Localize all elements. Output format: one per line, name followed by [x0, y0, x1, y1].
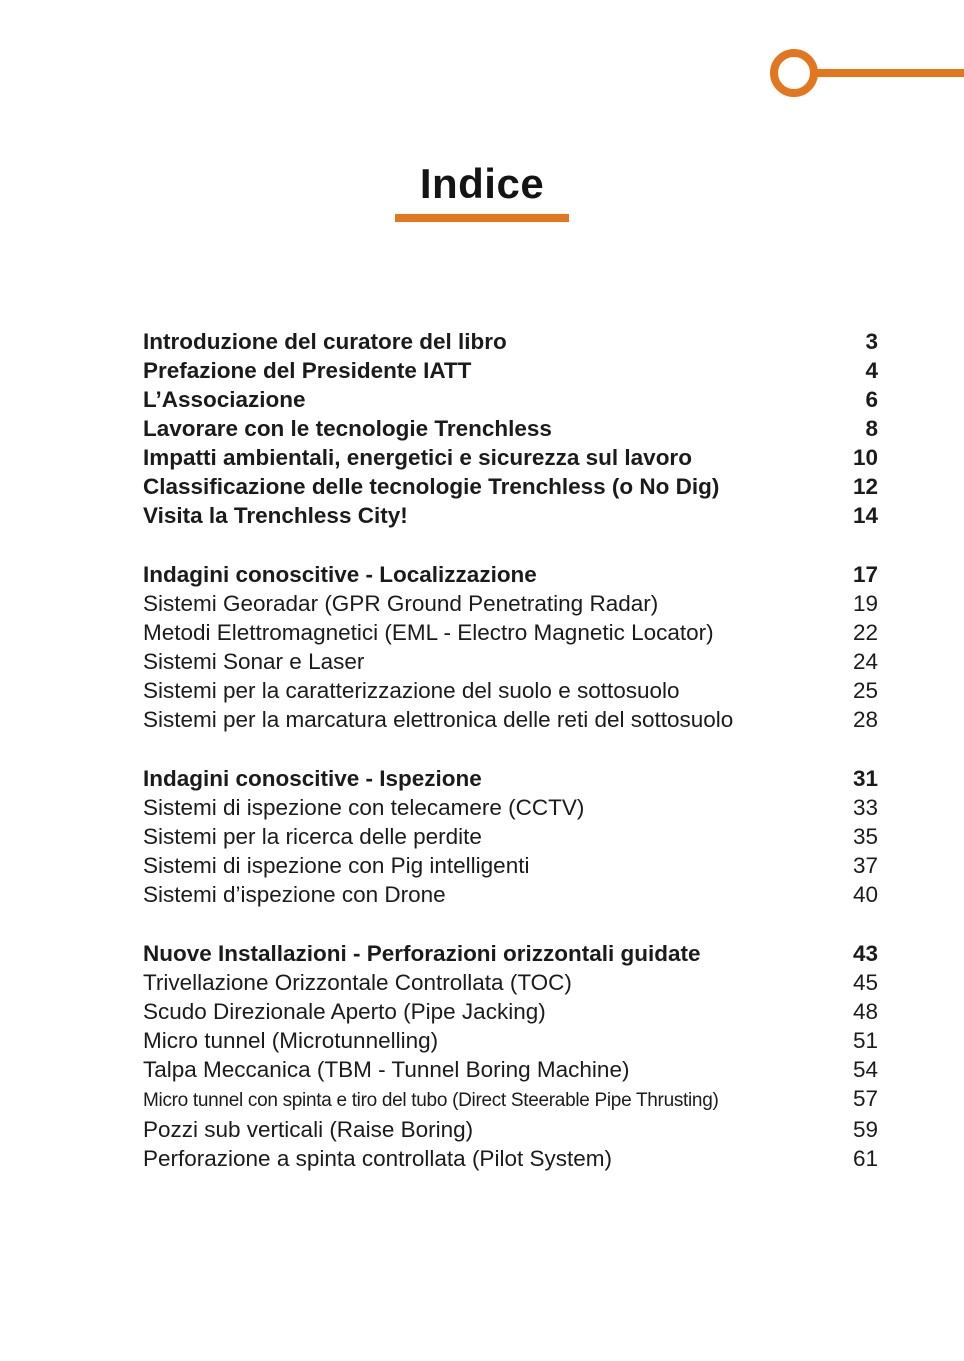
toc-item — [143, 764, 878, 793]
toc-item — [143, 356, 878, 385]
toc-item-page-number: 10 — [852, 445, 878, 470]
toc-item-label: Sistemi di ispezione con Pig intelligenti — [143, 853, 530, 878]
toc-item-page-number: 4 — [865, 358, 878, 383]
toc-item — [143, 851, 878, 880]
toc-item — [143, 589, 878, 618]
toc-item-label: Trivellazione Orizzontale Controllata (TOC) — [143, 970, 572, 995]
toc-item-page-number: 48 — [852, 999, 878, 1024]
toc-item-page-number: 14 — [852, 503, 878, 528]
toc-item-label: Sistemi per la ricerca delle perdite — [143, 824, 482, 849]
toc-item — [143, 705, 878, 734]
toc-item-label: Sistemi di ispezione con telecamere (CCTV) — [143, 795, 585, 820]
toc-section — [143, 939, 878, 1173]
toc-item — [143, 822, 878, 851]
toc-item-page-number: 24 — [852, 649, 878, 674]
toc-item-page-number: 45 — [852, 970, 878, 995]
toc-item-label: Sistemi Sonar e Laser — [143, 649, 365, 674]
toc-item-page-number: 57 — [852, 1086, 878, 1111]
toc-item-page-number: 37 — [852, 853, 878, 878]
horizontal-rule-icon — [816, 69, 964, 77]
toc-list — [143, 327, 878, 1173]
toc-item — [143, 618, 878, 647]
toc-section — [143, 327, 878, 530]
toc-item-page-number: 17 — [852, 562, 878, 587]
toc-item — [143, 1055, 878, 1084]
toc-item — [143, 647, 878, 676]
toc-item-page-number: 3 — [865, 329, 878, 354]
toc-item-label: Metodi Elettromagnetici (EML - Electro Magnetic Locator) — [143, 620, 714, 645]
toc-item-label: Prefazione del Presidente IATT — [143, 358, 472, 383]
toc-item-page-number: 6 — [865, 387, 878, 412]
toc-item-label: Micro tunnel (Microtunnelling) — [143, 1028, 439, 1053]
page-title: Indice — [419, 160, 545, 207]
toc-item-label: Visita la Trenchless City! — [143, 503, 408, 528]
toc-item-page-number: 28 — [852, 707, 878, 732]
toc-item-label: Talpa Meccanica (TBM - Tunnel Boring Machine) — [143, 1057, 630, 1082]
toc-item — [143, 1026, 878, 1055]
toc-item-label: Indagini conoscitive - Localizzazione — [143, 562, 537, 587]
toc-item-page-number: 61 — [852, 1146, 878, 1171]
toc-item-label: L’Associazione — [143, 387, 306, 412]
toc-item — [143, 968, 878, 997]
toc-item — [143, 385, 878, 414]
circle-icon — [770, 49, 818, 97]
toc-item-label: Pozzi sub verticali (Raise Boring) — [143, 1117, 474, 1142]
toc-item-page-number: 19 — [852, 591, 878, 616]
title-underline — [395, 214, 569, 222]
toc-item — [143, 1144, 878, 1173]
toc-item-page-number: 59 — [852, 1117, 878, 1142]
toc-item-label: Impatti ambientali, energetici e sicurezza sul lavoro — [143, 445, 692, 470]
toc-item — [143, 997, 878, 1026]
toc-item-label: Lavorare con le tecnologie Trenchless — [143, 416, 552, 441]
toc-item-label: Micro tunnel con spinta e tiro del tubo (Direct Steerable Pipe Thrusting) — [143, 1090, 719, 1111]
toc-item-page-number: 22 — [852, 620, 878, 645]
toc-item — [143, 676, 878, 705]
toc-item — [143, 501, 878, 530]
toc-item-label: Scudo Direzionale Aperto (Pipe Jacking) — [143, 999, 546, 1024]
toc-section — [143, 560, 878, 734]
toc-item — [143, 327, 878, 356]
toc-item-label: Classificazione delle tecnologie Trenchless (o No Dig) — [143, 474, 720, 499]
toc-item — [143, 793, 878, 822]
toc-item — [143, 472, 878, 501]
toc-item-page-number: 54 — [852, 1057, 878, 1082]
toc-item-label: Nuove Installazioni - Perforazioni orizzontali guidate — [143, 941, 701, 966]
toc-item — [143, 414, 878, 443]
toc-item-page-number: 31 — [852, 766, 878, 791]
toc-item-label: Sistemi d’ispezione con Drone — [143, 882, 446, 907]
toc-item-label: Sistemi Georadar (GPR Ground Penetrating Radar) — [143, 591, 659, 616]
toc-item-page-number: 51 — [852, 1028, 878, 1053]
toc-item — [143, 880, 878, 909]
toc-item — [143, 1084, 878, 1115]
toc-item — [143, 560, 878, 589]
toc-item — [143, 939, 878, 968]
toc-item-page-number: 35 — [852, 824, 878, 849]
toc-item — [143, 1115, 878, 1144]
toc-item-page-number: 12 — [852, 474, 878, 499]
toc-item-page-number: 8 — [865, 416, 878, 441]
toc-item-label: Sistemi per la marcatura elettronica delle reti del sottosuolo — [143, 707, 734, 732]
toc-item — [143, 443, 878, 472]
toc-item-page-number: 40 — [852, 882, 878, 907]
toc-section — [143, 764, 878, 909]
toc-item-label: Sistemi per la caratterizzazione del suolo e sottosuolo — [143, 678, 680, 703]
toc-item-page-number: 33 — [852, 795, 878, 820]
toc-item-page-number: 43 — [852, 941, 878, 966]
toc-item-label: Perforazione a spinta controllata (Pilot System) — [143, 1146, 612, 1171]
toc-item-page-number: 25 — [852, 678, 878, 703]
toc-item-label: Indagini conoscitive - Ispezione — [143, 766, 482, 791]
toc-item-label: Introduzione del curatore del libro — [143, 329, 507, 354]
